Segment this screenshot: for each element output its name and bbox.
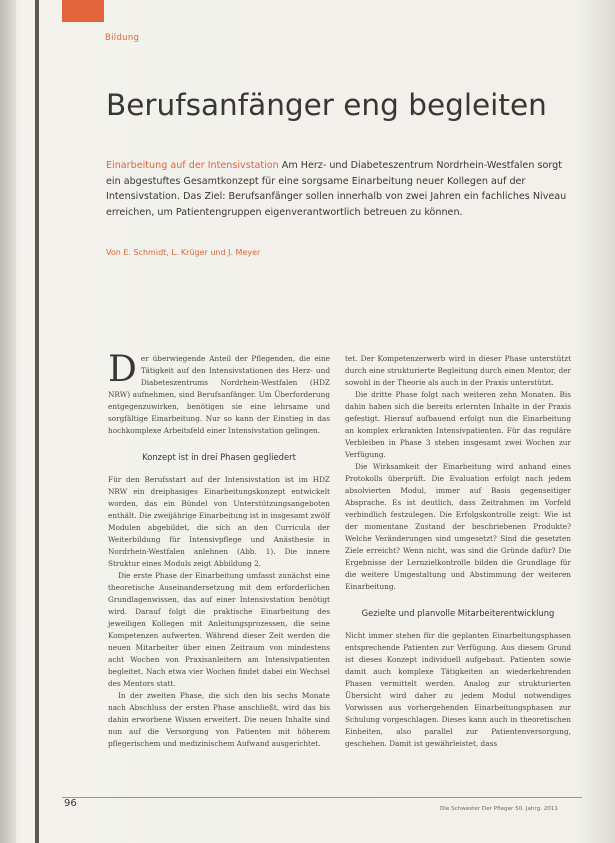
article-lead — [106, 158, 576, 220]
body-paragraph: In der zweiten Phase, die sich den bis sechs Monate nach Abschluss der ersten Phase anschließt, wird das bis dahin erworbene Wissen erweitert. Die neuen Inhalte sind nun auf die Versorgung von Patienten mit höherem pflegerischem und medizinischem Aufwand ausgerichtet. — [108, 691, 330, 748]
lead-kicker: Einarbeitung auf der Intensivstation — [106, 160, 279, 171]
section-rubric: Bildung — [105, 33, 140, 43]
article-authors: Von E. Schmidt, L. Krüger und J. Meyer — [106, 248, 261, 257]
body-column-right — [345, 353, 571, 750]
subheading: Konzept ist in drei Phasen gegliedert — [142, 452, 296, 462]
body-paragraph: Die dritte Phase folgt nach weiteren zehn Monaten. Bis dahin haben sich die bereits erlernten Inhalte in der Praxis gefestigt. Hierauf aufbauend erfolgt nun die Einarbeitung an komplex erkrankten Intensivpatienten. Für das reguläre Verbleiben in Phase 3 stehen insgesamt zwei Wochen zur Verfügung. — [345, 390, 571, 459]
footer-source: Die Schwester Der Pfleger 50. Jahrg. 2011 — [440, 806, 558, 812]
margin-rule — [35, 0, 39, 843]
subheading: Gezielte und planvolle Mitarbeiterentwicklung — [361, 608, 555, 618]
page-number: 96 — [64, 798, 77, 809]
page-spine-shadow — [0, 0, 16, 843]
body-column-left — [108, 349, 330, 750]
footer-rule — [62, 797, 582, 798]
body-paragraph: Für den Berufsstart auf der Intensivstation ist im HDZ NRW ein dreiphasiges Einarbeitungskonzept entwickelt worden, das ein Bündel von Unterstützungsangeboten enthält. Die zweijährige Einarbeitung ist in insgesamt zwölf Modulen abgebildet, die sich an den Curricula der Weiterbildung für Intensivpflege und Anästhesie in Nordrhein-Westfalen anlehnen (Abb. 1). Die innere Struktur eines Moduls zeigt Abbildung 2. — [108, 475, 330, 568]
article-title: Berufsanfänger eng begleiten — [106, 88, 547, 122]
body-paragraph: tet. Der Kompetenzerwerb wird in dieser Phase unterstützt durch eine strukturierte Begleitung durch einen Mentor, der sowohl in der Theorie als auch in der Praxis unterstützt. — [345, 354, 571, 387]
body-paragraph: Die erste Phase der Einarbeitung umfasst zunächst eine theoretische Auseinandersetzung mit dem erforderlichen Grundlagenwissen, das auf einer Intensivstation benötigt wird. Darauf folgt die praktische Einarbeitung des jeweiligen Kollegen mit Anleitungsprozessen, die seine Kompetenzen aufwerten. Während dieser Zeit werden die neuen Mitarbeiter über einen Zeitraum von mindestens acht Wochen von Praxisanleitern am Intensivpatienten begleitet. Nach etwa vier Wochen findet dabei ein Wechsel des Mentors statt. — [108, 571, 330, 688]
paragraph-text: er überwiegende Anteil der Pflegenden, die eine Tätigkeit auf den Intensivstationen des Herz- und Diabeteszentrums Nordrhein-Westfalen (HDZ NRW) aufnehmen, sind Berufsanfänger. Um Überforderung entgegenzuwirken, benötigen sie eine lehrsame und sorgfältige Einarbeitung. Nur so kann der Einstieg in das hochkomplexe Arbeitsfeld einer Intensivstation gelingen. — [108, 354, 330, 435]
body-paragraph — [108, 349, 330, 437]
body-paragraph: Nicht immer stehen für die geplanten Einarbeitungsphasen entsprechende Patienten zur Verfügung. Aus diesem Grund ist dieses Konzept individuell aufgebaut. Patienten sowie damit auch komplexe Tätigkeiten an wiederkehrenden Phasen vermittelt werden. Analog zur strukturierten Übersicht wird daher zu jedem Modul notwendiges Vorwissen aus vorhergehenden Einarbeitungsphasen zur Schulung vorgeschlagen. Dieses kann auch in theoretischen Einheiten, also parallel zur Patientenversorgung, geschehen. Damit ist gewährleistet, dass — [345, 631, 571, 748]
lead-text: Am Herz- und Diabeteszentrum Nordrhein-Westfalen sorgt ein abgestuftes Gesamtkonzept für eine sorgsame Einarbeitung neuer Kollegen auf der Intensivstation. Das Ziel: Berufsanfänger sollen innerhalb von zwei Jahren ein fachliches Niveau erreichen, um Patientengruppen eigenverantwortlich betreuen zu können. — [106, 160, 567, 218]
section-color-tab — [62, 0, 104, 22]
drop-cap: D — [108, 349, 137, 390]
body-paragraph: Die Wirksamkeit der Einarbeitung wird anhand eines Protokolls überprüft. Die Evaluation erfolgt nach jedem absolvierten Modul, immer auf Basis gegenseitiger Absprache. Es ist deutlich, dass Zeitrahmen im Vorfeld verbindlich festzulegen. Die Erfolgskontrolle zeigt: Wie ist der momentane Zustand der beschriebenen Produkte? Welche Veränderungen sind umgesetzt? Sind die gesetzten Ziele erreicht? Wenn nicht, was sind die Gründe dafür? Die Ergebnisse der Lernzielkontrolle bilden die Grundlage für die weitere Umgestaltung und Abstimmung der weiteren Einarbeitung. — [345, 462, 571, 591]
